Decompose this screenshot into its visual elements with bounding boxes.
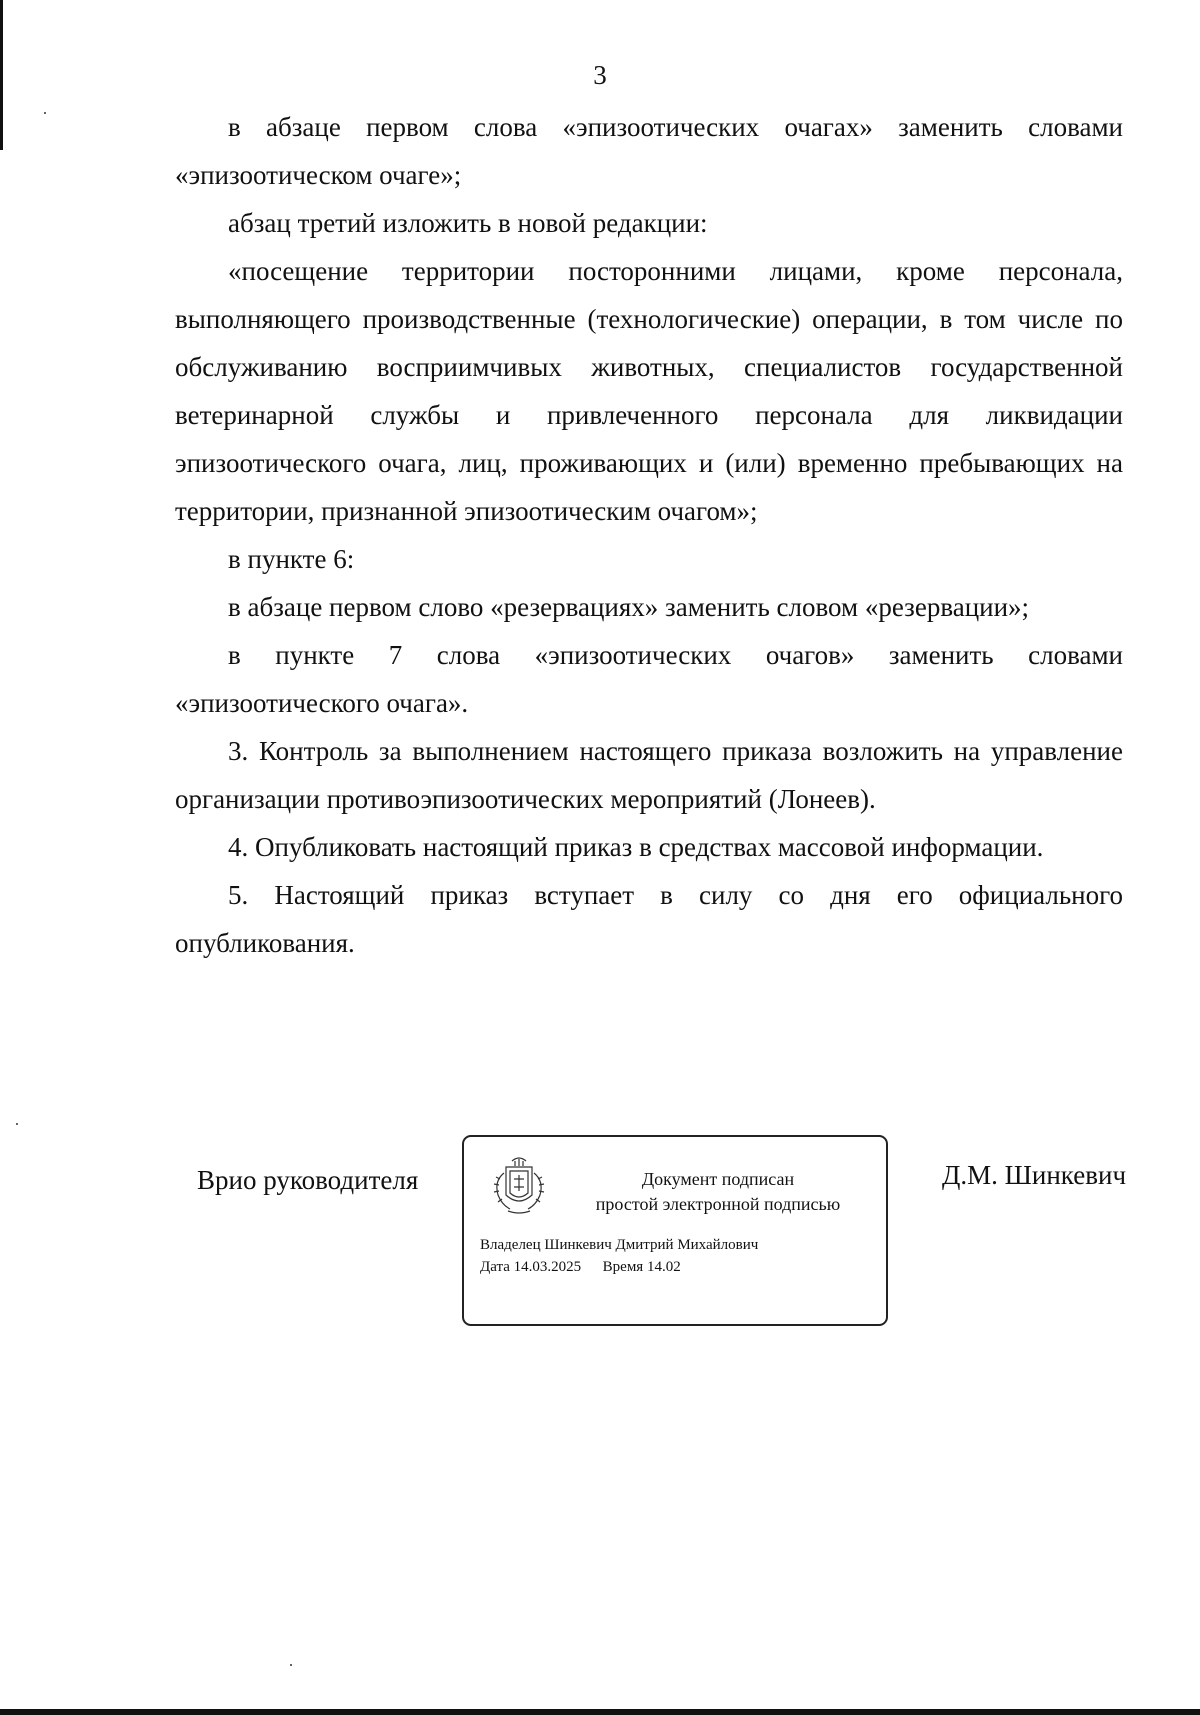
page-number: 3 bbox=[593, 60, 607, 90]
paragraph: абзац третий изложить в новой редакции: bbox=[228, 208, 708, 238]
signer-name: Д.М. Шинкевич bbox=[942, 1160, 1127, 1190]
scan-speck bbox=[44, 112, 46, 114]
paragraph: в пункте 7 слова «эпизоотических очагов» заменить словами «эпизоотического очага». bbox=[175, 640, 1123, 718]
owner-label: Владелец bbox=[480, 1237, 541, 1253]
owner-name: Шинкевич Дмитрий Михайлович bbox=[544, 1237, 759, 1253]
stamp-date-row bbox=[480, 1256, 758, 1278]
stamp-heading-line: Документ подписан bbox=[641, 1169, 795, 1189]
signer-position: Врио руководителя bbox=[197, 1165, 419, 1195]
stamp-heading-line: простой электронной подписью bbox=[595, 1194, 841, 1214]
paragraph: в абзаце первом слово «резервациях» заменить словом «резервации»; bbox=[228, 592, 1030, 622]
date-label: Дата bbox=[480, 1259, 510, 1275]
scan-edge-bottom bbox=[0, 1709, 1200, 1715]
stamp-details bbox=[480, 1234, 758, 1278]
paragraph: в пункте 6: bbox=[228, 544, 355, 574]
stamp-heading bbox=[564, 1167, 872, 1217]
coat-of-arms-icon bbox=[484, 1151, 554, 1221]
stamp-owner-row bbox=[480, 1234, 758, 1256]
scan-speck bbox=[16, 1123, 18, 1125]
paragraph: 4. Опубликовать настоящий приказ в средствах массовой информации. bbox=[228, 832, 1044, 862]
document-body bbox=[175, 103, 1123, 967]
paragraph: 3. Контроль за выполнением настоящего приказа возложить на управление организации противоэпизоотических мероприятий (Лонеев). bbox=[175, 736, 1123, 814]
date-value: 14.03.2025 bbox=[513, 1259, 582, 1275]
time-value: 14.02 bbox=[646, 1259, 681, 1275]
time-label: Время bbox=[602, 1259, 644, 1275]
e-signature-stamp bbox=[462, 1135, 888, 1326]
paragraph: 5. Настоящий приказ вступает в силу со дня его официального опубликования. bbox=[175, 880, 1123, 958]
scan-speck bbox=[290, 1664, 292, 1666]
paragraph: «посещение территории посторонними лицами, кроме персонала, выполняющего производственные (технологические) операции, в том числе по обслуживанию восприимчивых животных, специалистов государственной ветеринарной службы и привлеченного персонала для ликвидации эпизоотического очага, лиц, проживающих и (или) временно пребывающих на территории, признанной эпизоотическим очагом»; bbox=[175, 256, 1123, 526]
paragraph: в абзаце первом слова «эпизоотических очагах» заменить словами «эпизоотическом очаге»; bbox=[175, 112, 1123, 190]
